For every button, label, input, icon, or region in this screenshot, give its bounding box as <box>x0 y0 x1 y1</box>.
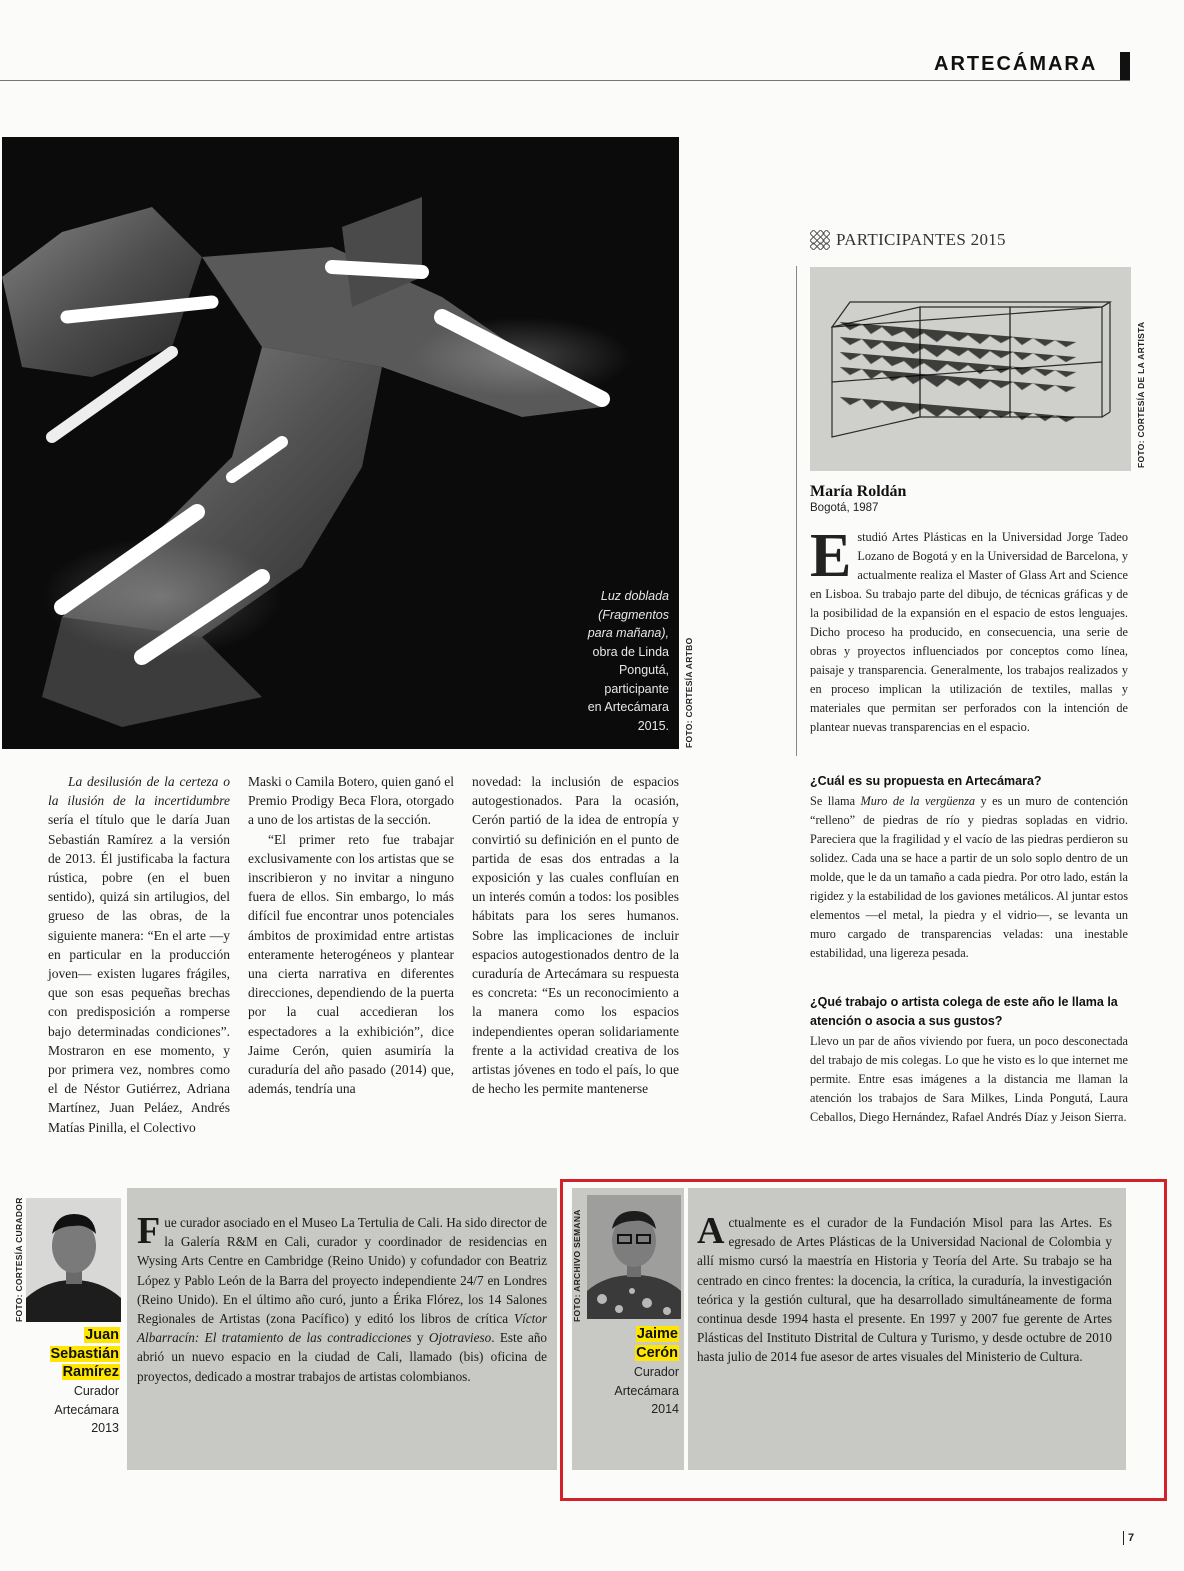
caption-line: en Artecámara <box>587 700 669 714</box>
article-lead-italic: La desilusión de la certeza o la ilusión de la incertidumbre <box>48 774 230 809</box>
dropcap: A <box>697 1210 725 1252</box>
photo-credit: FOTO: CORTESÍA ARTBO <box>684 637 694 748</box>
curator-1-role-line: Curador <box>73 1384 119 1398</box>
artist-name: María Roldán <box>810 483 907 500</box>
dropcap: E <box>810 522 852 590</box>
curator-1-bio-text: ue curador asociado en el Museo La Tertulia de Cali. Ha sido director de la Galería R&M en Cali, curador y coordinador de residencias en Wysing Arts Centre en Cambridge (Reino Unido) y cofundador con Beatriz López y Pablo León de la Barra del proyecto independiente 24/7 en Londres (Reino Unido). En el último año curó, junto a Érika Flórez, los 14 Salones Regionales de Artistas (zona Pacífico) y editó los libros de crítica <box>137 1215 547 1327</box>
curator-1-photo-credit: FOTO: CORTESÍA CURADOR <box>14 1197 24 1322</box>
sidebar-header <box>810 230 1006 250</box>
sidebar-title: PARTICIPANTES 2015 <box>836 230 1006 249</box>
dropcap: F <box>137 1210 161 1252</box>
sidebar-artwork-photo <box>810 267 1131 471</box>
caption-line: Luz doblada <box>600 589 669 603</box>
curator-2-role-line: Curador <box>633 1365 679 1379</box>
article-column-3 <box>472 772 679 1098</box>
curator-1-role-line: 2013 <box>91 1421 119 1435</box>
caption-line: Pongutá, <box>618 663 669 677</box>
article-text: sería el título que le daría Juan Sebastián Ramírez a la versión de 2013. Él justificaba la factura rústica, pobre (en el buen sentido), quizá sin artilugios, del grueso de las obras, de la siguiente manera: “En el arte —y en particular en la producción joven— existen lugares frágiles, que son esas pequeñas brechas con predisposición a romperse bajo determinadas condiciones”. Mostraron en ese momento, y por primera vez, nombres como el de Néstor Gutiérrez, Adriana Martínez, Juan Peláez, Andrés Matías Pinilla, el Colectivo <box>48 812 230 1135</box>
book-title: Víctor Albarracín: El tratamiento de las contradicciones <box>137 1311 547 1346</box>
book-title: Ojotravieso <box>428 1330 492 1346</box>
curator-2-bio-text: ctualmente es el curador de la Fundación Misol para las Artes. Es egresado de Artes Plásticas de la Universidad Nacional de Colombia y allí mismo cursó la maestría en Historia y Teoría del Arte. Su trabajo se ha centrado en cinco frentes: la docencia, la crítica, la curaduría, la investigación teórica y la gestión cultural, que ha desarrollado simultáneamente de forma continua desde 1994 hasta el presente. En 1997 y 2007 fue gerente de Artes Plásticas del Instituto Distrital de Cultura y Turismo, y desde octubre de 2010 hasta julio de 2014 fue asesor de artes visuales del Ministerio de Cultura. <box>697 1215 1112 1365</box>
curator-1-role-line: Artecámara <box>54 1402 119 1417</box>
article-paragraph: novedad: la inclusión de espacios autogestionados. Para la ocasión, Cerón partió de la idea de entropía y convirtió su definición en el punto de partida de esas dos entradas a la exposición y las cuales confluían en un interés común a todos: los posibles hábitats para los seres humanos. Sobre las implicaciones de incluir espacios autogestionados dentro de la curaduría de Artecámara su respuesta es concreta: “Es un reconocimiento a la manera como los espacios independientes operan solidariamente frente a la actividad creativa de los artistas jóvenes en todo el país, lo que de hecho les permite mantenerse <box>472 774 679 1097</box>
main-artwork-photo <box>2 137 679 749</box>
artist-origin: Bogotá, 1987 <box>810 502 879 514</box>
curator-1-role <box>20 1382 119 1438</box>
curator-1-name-line: Sebastián <box>50 1345 119 1362</box>
sidebar-photo-credit: FOTO: CORTESÍA DE LA ARTISTA <box>1136 321 1146 468</box>
curator-2-role-line: Artecámara <box>614 1383 679 1398</box>
page-number: 7 <box>1128 1532 1135 1544</box>
header-rule <box>0 80 1130 81</box>
question-1: ¿Cuál es su propuesta en Artecámara? <box>810 774 1042 788</box>
curator-1-name <box>20 1326 120 1382</box>
curator-2-name-line: Jaime <box>636 1326 678 1342</box>
artwork-title: Muro de la vergüenza <box>860 794 976 808</box>
curator-1-name-line: Ramírez <box>62 1364 119 1380</box>
answer-1-text: Se llama <box>810 794 861 808</box>
caption-line: participante <box>604 681 669 696</box>
photo-caption <box>529 587 669 735</box>
curator-1-bio-text: . Este año abrió un nuevo espacio en la ciudad de Cali, llamado (bis) oficina de proyectos, dedicado a mostrar trabajos de artistas colombianos. <box>137 1330 548 1384</box>
header-bar <box>1120 52 1130 80</box>
caption-line: 2015. <box>637 718 669 733</box>
sidebar-divider <box>796 266 797 756</box>
pattern-icon <box>810 230 830 250</box>
article-paragraph: “El primer reto fue trabajar exclusivamente con los artistas que se inscribieron y no invitar a ninguno fuera de ellos. Sin embargo, lo más difícil fue encontrar unos potenciales ámbitos de proximidad entre artistas enteramente heterogéneos y plantear una cierta narrativa en diferentes direcciones, dependiendo de la puerta por la cual accedieran los espectadores a la exhibición”, dice Jaime Cerón, quien asumiría la curaduría del año pasado (2014) que, además, tendría una <box>248 831 454 1097</box>
highlight-frame <box>560 1179 1167 1501</box>
answer-2: Llevo un par de años viviendo por fuera, un poco desconectada del trabajo de mis colegas. Lo que he visto es lo que internet me permite. Entre esas imágenes a la distancia me llaman la atención los trabajos de Sara Milkes, Linda Pongutá, Laura Ceballos, Diego Hernández, Rafael Andrés Díaz y Jeison Sierra. <box>810 1034 1128 1124</box>
question-2: ¿Qué trabajo o artista colega de este año le llama la atención o asocia a sus gustos? <box>810 995 1118 1028</box>
article-paragraph: Maski o Camila Botero, quien ganó el Premio Prodigy Beca Flora, otorgado a uno de los artistas de la sección. <box>248 774 454 828</box>
curator-2-photo-credit: FOTO: ARCHIVO SEMANA <box>572 1209 582 1322</box>
curator-1-name-line: Juan <box>85 1327 119 1343</box>
answer-1-text: y es un muro de contención “relleno” de piedras de río y piedras sopladas en vidrio. Pareciera que la fragilidad y el vacío de las piedras perdieron su solidez. Cada una se hace a partir de un solo soplo dentro de un molde, que le da un tamaño a cada piedra. Por otro lado, están la rigidez y la estabilidad de los gaviones metálicos. Al juntar estos elementos —el metal, la piedra y el vidrio—, se levanta un muro cargado de transparencias veladas: una inestable estabilidad, una ligereza pesada. <box>810 794 1128 960</box>
caption-line: obra de Linda <box>592 644 669 659</box>
curator-1-portrait <box>26 1198 121 1322</box>
caption-line: (Fragmentos <box>598 607 669 622</box>
caption-line: para mañana), <box>587 626 669 640</box>
artist-intro-text: studió Artes Plásticas en la Universidad Jorge Tadeo Lozano de Bogotá y en la Universidad de Barcelona, y actualmente realiza el Master of Glass Art and Science en Lisboa. Su trabajo parte del dibujo, de técnicas gráficas y de la posibilidad de la expansión en el espacio de estos lenguajes. Dicho proceso ha producido, en consecuencia, una serie de obras y proyectos influenciados por conceptos como línea, paisaje y transparencia. Generalmente, los trabajos realizados y en proceso implican la utilización de textiles, mallas y materiales que permitan ser perforados con la intención de plantear nuevas transparencias en el espacio. <box>810 530 1128 734</box>
artist-intro <box>810 522 1128 737</box>
curator-1-bio <box>137 1210 548 1386</box>
article-column-1 <box>48 772 230 1137</box>
answer-1 <box>810 792 1128 963</box>
section-title: ARTECÁMARA <box>934 53 1098 75</box>
curator-2-role-line: 2014 <box>651 1402 679 1416</box>
article-column-2 <box>248 772 454 1098</box>
curator-1-bio-text: y <box>411 1330 429 1346</box>
curator-2-name-line: Cerón <box>636 1344 678 1361</box>
